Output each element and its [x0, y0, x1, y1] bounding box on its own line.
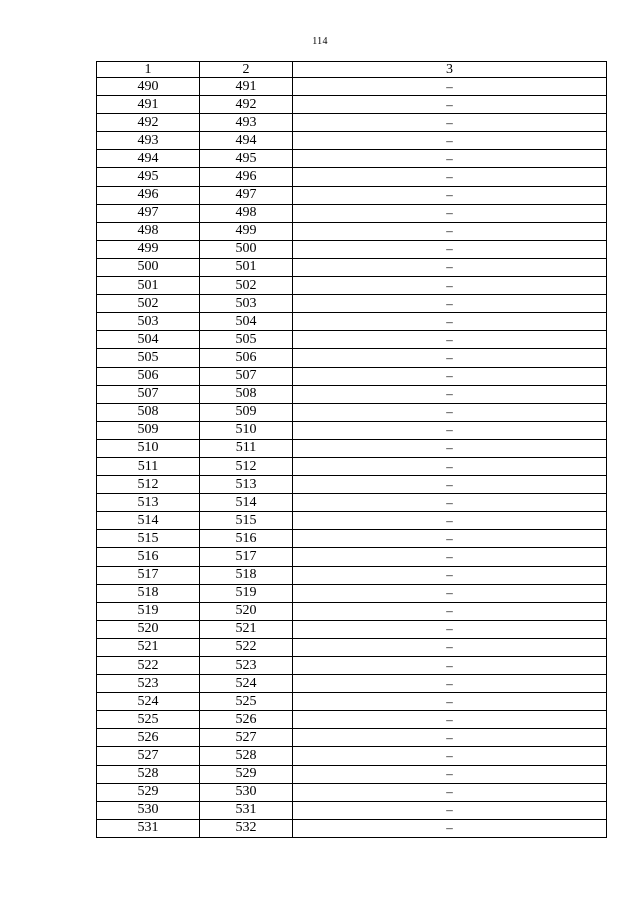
- table-cell-col-2: 502: [200, 277, 293, 295]
- table-row: [97, 602, 607, 620]
- table-cell-col-2: 528: [200, 747, 293, 765]
- table-cell-col-1: 519: [97, 602, 200, 620]
- table-cell-col-3: –: [293, 638, 607, 656]
- table-cell-col-2: 504: [200, 313, 293, 331]
- table-cell-col-1: 527: [97, 747, 200, 765]
- table-cell-col-1: 510: [97, 439, 200, 457]
- table-row: [97, 331, 607, 349]
- table-cell-col-3: –: [293, 222, 607, 240]
- table-row: [97, 295, 607, 313]
- table-cell-col-1: 522: [97, 657, 200, 675]
- table-row: [97, 204, 607, 222]
- table-cell-col-1: 513: [97, 494, 200, 512]
- table-cell-col-3: –: [293, 783, 607, 801]
- table-cell-col-2: 500: [200, 240, 293, 258]
- table-cell-col-3: –: [293, 675, 607, 693]
- table-cell-col-3: –: [293, 258, 607, 276]
- column-header-3: 3: [293, 62, 607, 78]
- table-cell-col-1: 502: [97, 295, 200, 313]
- table-cell-col-3: –: [293, 512, 607, 530]
- table-row: [97, 403, 607, 421]
- table-row: [97, 747, 607, 765]
- table-cell-col-3: –: [293, 186, 607, 204]
- table-cell-col-3: –: [293, 693, 607, 711]
- table-cell-col-2: 522: [200, 638, 293, 656]
- table-cell-col-1: 508: [97, 403, 200, 421]
- table-cell-col-2: 501: [200, 258, 293, 276]
- table-cell-col-2: 519: [200, 584, 293, 602]
- table-cell-col-1: 490: [97, 78, 200, 96]
- table-cell-col-1: 500: [97, 258, 200, 276]
- table-cell-col-2: 497: [200, 186, 293, 204]
- table-cell-col-2: 505: [200, 331, 293, 349]
- table-cell-col-2: 532: [200, 819, 293, 837]
- table-cell-col-2: 529: [200, 765, 293, 783]
- table-cell-col-2: 521: [200, 620, 293, 638]
- table-cell-col-1: 523: [97, 675, 200, 693]
- table-cell-col-2: 524: [200, 675, 293, 693]
- table-row: [97, 548, 607, 566]
- table-cell-col-2: 494: [200, 132, 293, 150]
- table-cell-col-1: 518: [97, 584, 200, 602]
- table-row: [97, 96, 607, 114]
- table-cell-col-2: 509: [200, 403, 293, 421]
- table-cell-col-1: 511: [97, 457, 200, 475]
- table-cell-col-3: –: [293, 548, 607, 566]
- table-cell-col-2: 516: [200, 530, 293, 548]
- table-cell-col-1: 507: [97, 385, 200, 403]
- table-cell-col-1: 525: [97, 711, 200, 729]
- table-cell-col-2: 508: [200, 385, 293, 403]
- table-row: [97, 313, 607, 331]
- table-cell-col-2: 530: [200, 783, 293, 801]
- table-cell-col-2: 503: [200, 295, 293, 313]
- table-cell-col-3: –: [293, 729, 607, 747]
- table-cell-col-1: 491: [97, 96, 200, 114]
- table-cell-col-2: 526: [200, 711, 293, 729]
- table-row: [97, 783, 607, 801]
- table-row: [97, 512, 607, 530]
- table-cell-col-3: –: [293, 584, 607, 602]
- table-cell-col-3: –: [293, 476, 607, 494]
- table-cell-col-3: –: [293, 96, 607, 114]
- table-row: [97, 494, 607, 512]
- table-row: [97, 367, 607, 385]
- table-cell-col-1: 515: [97, 530, 200, 548]
- table-cell-col-2: 513: [200, 476, 293, 494]
- table-cell-col-3: –: [293, 819, 607, 837]
- table-row: [97, 584, 607, 602]
- table-cell-col-1: 524: [97, 693, 200, 711]
- table-cell-col-3: –: [293, 403, 607, 421]
- table-row: [97, 132, 607, 150]
- table-cell-col-2: 520: [200, 602, 293, 620]
- table-row: [97, 765, 607, 783]
- table-cell-col-2: 498: [200, 204, 293, 222]
- table-row: [97, 186, 607, 204]
- header-row: [97, 62, 607, 78]
- table-cell-col-1: 505: [97, 349, 200, 367]
- table-cell-col-3: –: [293, 530, 607, 548]
- table-cell-col-3: –: [293, 295, 607, 313]
- table-cell-col-3: –: [293, 385, 607, 403]
- table-cell-col-2: 514: [200, 494, 293, 512]
- table-cell-col-2: 531: [200, 801, 293, 819]
- table-row: [97, 638, 607, 656]
- table-cell-col-2: 491: [200, 78, 293, 96]
- column-header-2: 2: [200, 62, 293, 78]
- table-cell-col-2: 512: [200, 457, 293, 475]
- table-row: [97, 439, 607, 457]
- table-row: [97, 620, 607, 638]
- table-cell-col-3: –: [293, 494, 607, 512]
- table-cell-col-3: –: [293, 331, 607, 349]
- table-cell-col-3: –: [293, 78, 607, 96]
- table-cell-col-3: –: [293, 132, 607, 150]
- table-cell-col-1: 495: [97, 168, 200, 186]
- table-cell-col-3: –: [293, 277, 607, 295]
- table-cell-col-3: –: [293, 457, 607, 475]
- table-cell-col-3: –: [293, 566, 607, 584]
- table-row: [97, 729, 607, 747]
- table-cell-col-1: 498: [97, 222, 200, 240]
- table-cell-col-1: 497: [97, 204, 200, 222]
- table-cell-col-1: 499: [97, 240, 200, 258]
- table-row: [97, 530, 607, 548]
- table-row: [97, 657, 607, 675]
- table-cell-col-1: 517: [97, 566, 200, 584]
- table-cell-col-1: 529: [97, 783, 200, 801]
- table-row: [97, 711, 607, 729]
- table-row: [97, 476, 607, 494]
- table-cell-col-3: –: [293, 657, 607, 675]
- table-cell-col-1: 493: [97, 132, 200, 150]
- table-row: [97, 693, 607, 711]
- table-cell-col-3: –: [293, 439, 607, 457]
- table-row: [97, 421, 607, 439]
- table-row: [97, 566, 607, 584]
- table-cell-col-3: –: [293, 367, 607, 385]
- table-cell-col-1: 514: [97, 512, 200, 530]
- table-row: [97, 457, 607, 475]
- table-cell-col-2: 527: [200, 729, 293, 747]
- table-body: [97, 78, 607, 838]
- column-header-1: 1: [97, 62, 200, 78]
- table-cell-col-1: 521: [97, 638, 200, 656]
- table-cell-col-1: 503: [97, 313, 200, 331]
- table-row: [97, 277, 607, 295]
- table-cell-col-2: 518: [200, 566, 293, 584]
- table-cell-col-3: –: [293, 765, 607, 783]
- table-cell-col-1: 506: [97, 367, 200, 385]
- table-header: [97, 62, 607, 78]
- page-number: 114: [312, 36, 328, 47]
- table-cell-col-2: 495: [200, 150, 293, 168]
- table-cell-col-3: –: [293, 620, 607, 638]
- table-cell-col-1: 492: [97, 114, 200, 132]
- table-row: [97, 222, 607, 240]
- table-row: [97, 801, 607, 819]
- table-cell-col-1: 512: [97, 476, 200, 494]
- table-cell-col-1: 520: [97, 620, 200, 638]
- table-cell-col-3: –: [293, 114, 607, 132]
- table-cell-col-2: 493: [200, 114, 293, 132]
- table-cell-col-3: –: [293, 240, 607, 258]
- table-cell-col-1: 494: [97, 150, 200, 168]
- table-row: [97, 349, 607, 367]
- table-row: [97, 675, 607, 693]
- table-cell-col-2: 515: [200, 512, 293, 530]
- table-row: [97, 258, 607, 276]
- table-cell-col-3: –: [293, 204, 607, 222]
- table-cell-col-2: 507: [200, 367, 293, 385]
- table-row: [97, 114, 607, 132]
- table-cell-col-2: 511: [200, 439, 293, 457]
- table-cell-col-1: 530: [97, 801, 200, 819]
- table-row: [97, 150, 607, 168]
- table-cell-col-1: 531: [97, 819, 200, 837]
- table-cell-col-3: –: [293, 711, 607, 729]
- table-cell-col-1: 501: [97, 277, 200, 295]
- table-cell-col-3: –: [293, 421, 607, 439]
- table-cell-col-3: –: [293, 747, 607, 765]
- table-cell-col-3: –: [293, 602, 607, 620]
- table-cell-col-2: 517: [200, 548, 293, 566]
- table-cell-col-2: 525: [200, 693, 293, 711]
- table-cell-col-3: –: [293, 150, 607, 168]
- table-row: [97, 168, 607, 186]
- table-cell-col-2: 496: [200, 168, 293, 186]
- table-cell-col-1: 516: [97, 548, 200, 566]
- table-cell-col-3: –: [293, 349, 607, 367]
- table-cell-col-3: –: [293, 168, 607, 186]
- table-row: [97, 78, 607, 96]
- table-cell-col-2: 523: [200, 657, 293, 675]
- table-cell-col-2: 499: [200, 222, 293, 240]
- table-cell-col-3: –: [293, 801, 607, 819]
- table-cell-col-1: 504: [97, 331, 200, 349]
- table-cell-col-1: 496: [97, 186, 200, 204]
- table-cell-col-3: –: [293, 313, 607, 331]
- table-cell-col-1: 509: [97, 421, 200, 439]
- table-cell-col-1: 526: [97, 729, 200, 747]
- table-cell-col-2: 506: [200, 349, 293, 367]
- table-cell-col-1: 528: [97, 765, 200, 783]
- table-row: [97, 240, 607, 258]
- data-table: [96, 61, 607, 838]
- table-row: [97, 819, 607, 837]
- table-cell-col-2: 510: [200, 421, 293, 439]
- table-cell-col-2: 492: [200, 96, 293, 114]
- table-row: [97, 385, 607, 403]
